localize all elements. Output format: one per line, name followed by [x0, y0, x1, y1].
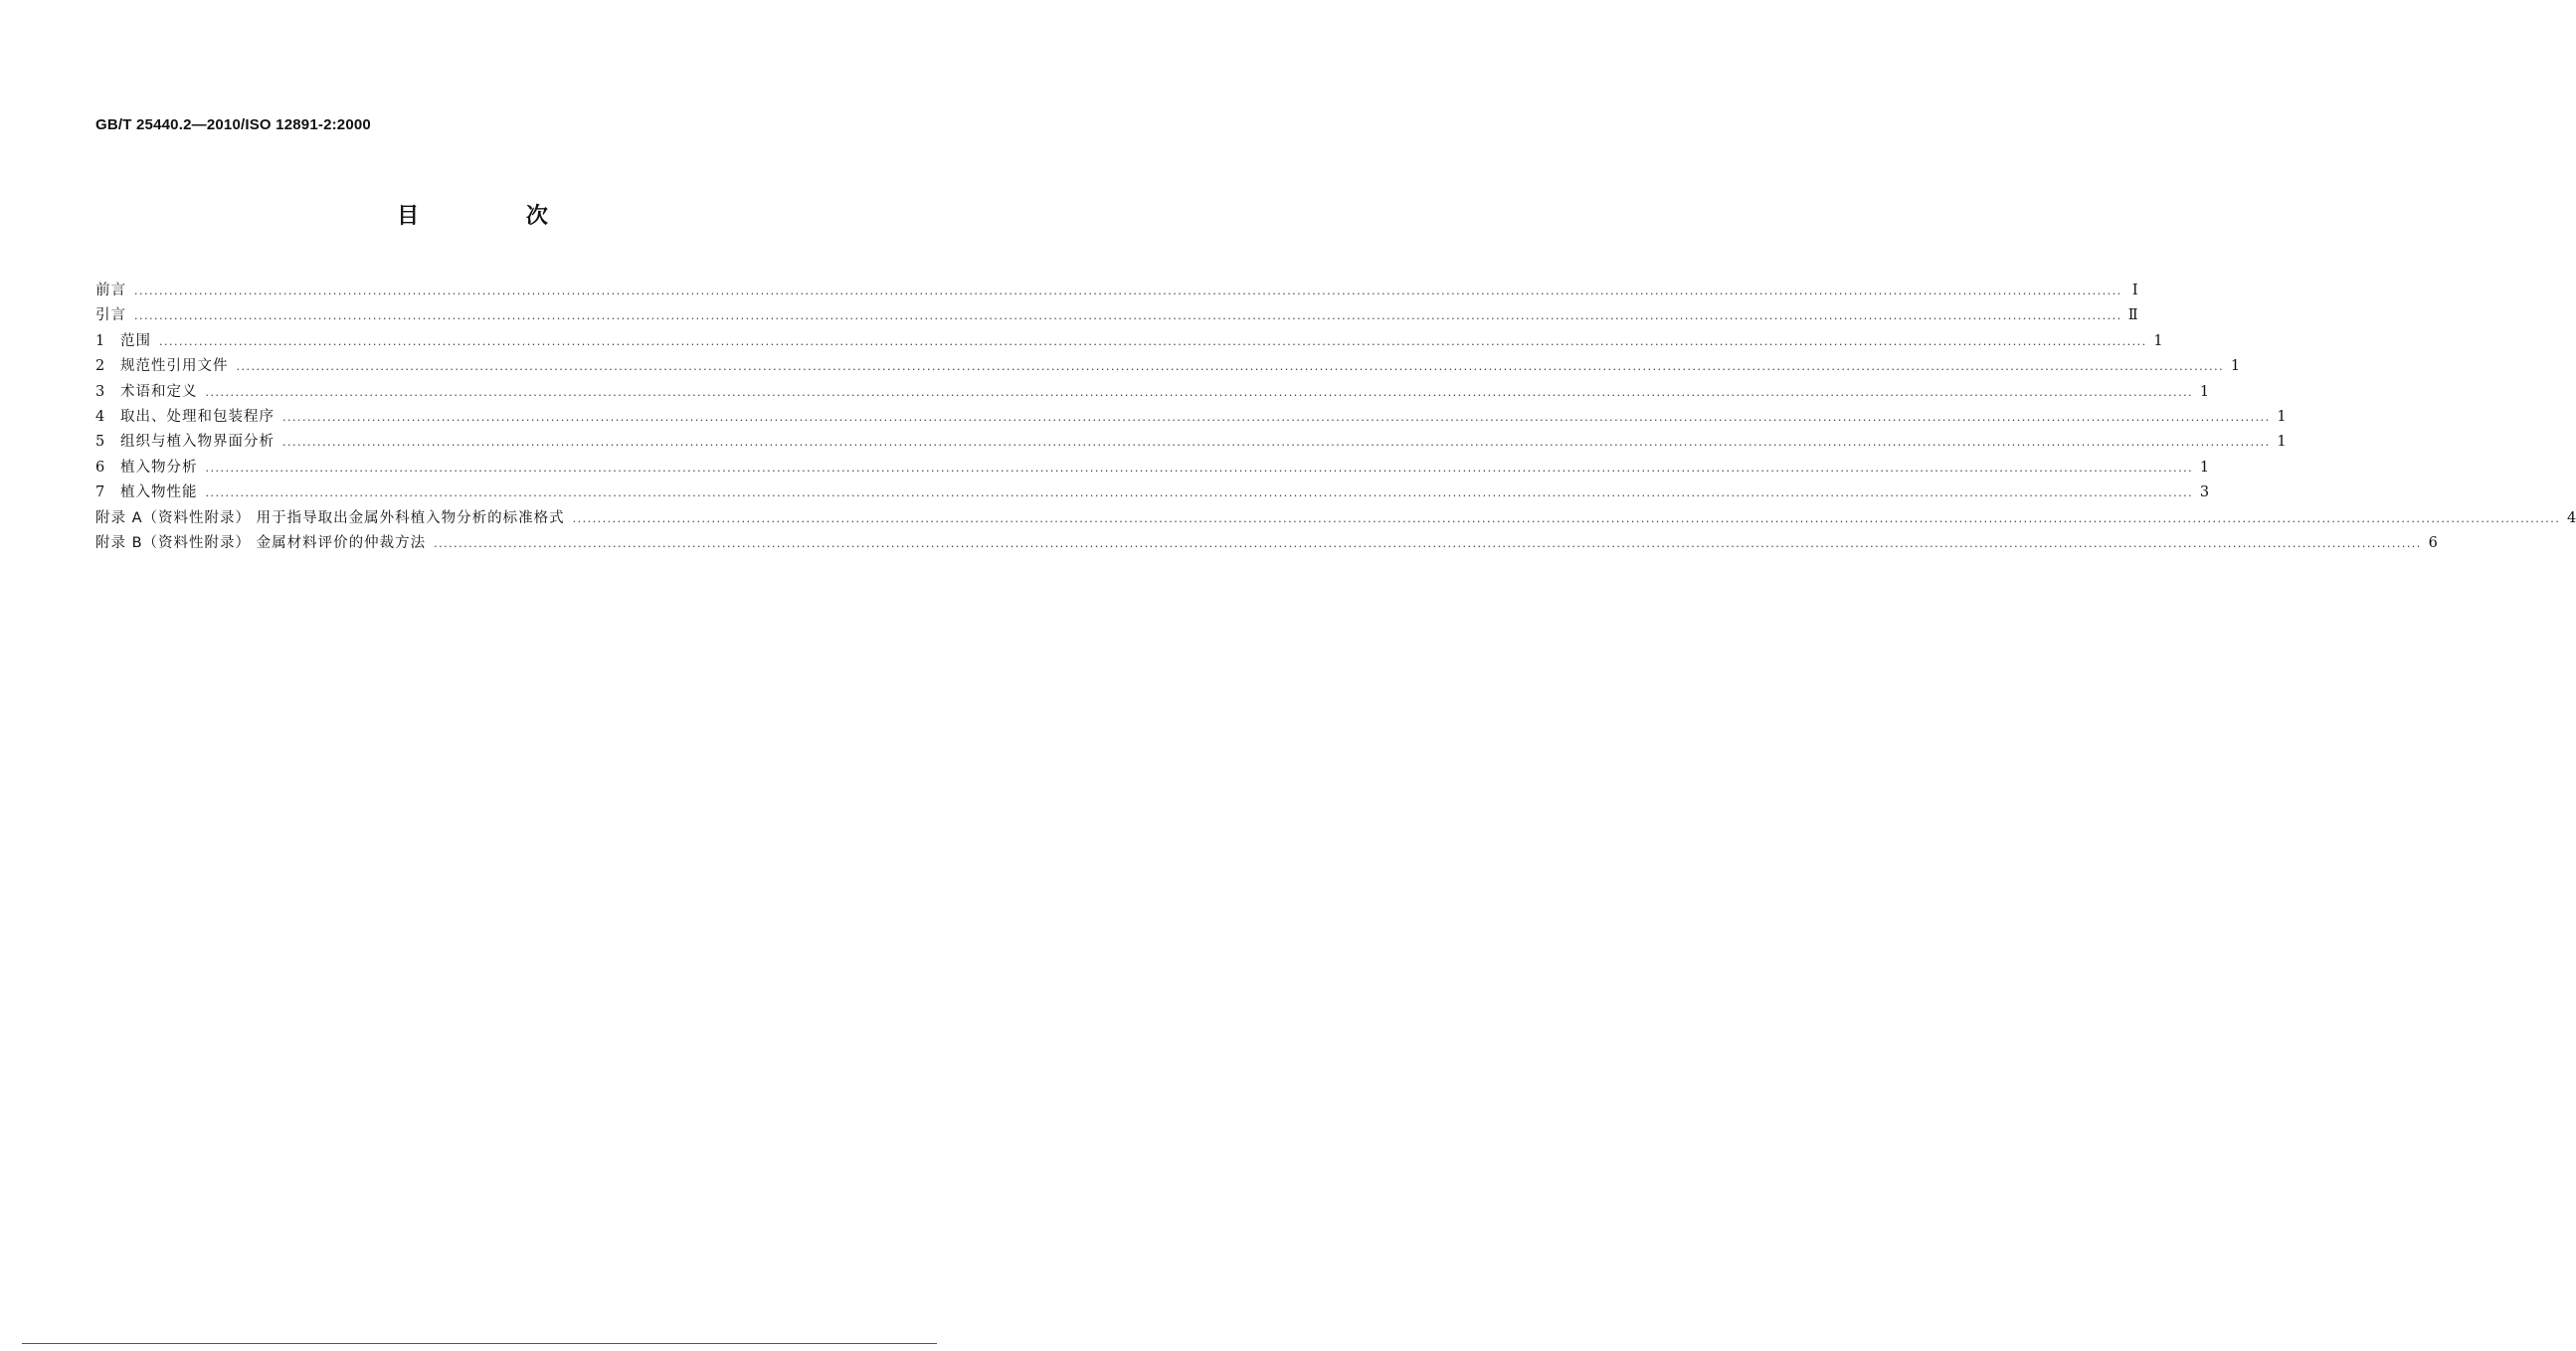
toc-entry-label: 植入物性能: [120, 484, 198, 501]
toc-entry-page: 1: [2277, 408, 2287, 425]
table-of-contents: [95, 279, 2576, 556]
toc-entry-label: 组织与植入物界面分析: [120, 434, 275, 451]
toc-entry-annex-b[interactable]: [95, 531, 2438, 556]
toc-entry-1[interactable]: [95, 329, 2163, 354]
toc-leader-dots: ................................................................................................................................................................................................................................................................................................................................................................................................................: [159, 334, 2147, 348]
toc-leader-dots: ................................................................................................................................................................................................................................................................................................................................................................................................................: [205, 461, 2194, 475]
toc-entry-page: 1: [2153, 332, 2163, 349]
toc-entry-page: 6: [2428, 534, 2438, 551]
toc-entry-label: 范围: [120, 332, 151, 349]
toc-leader-dots: ................................................................................................................................................................................................................................................................................................................................................................................................................: [282, 436, 2271, 450]
toc-entry-3[interactable]: [95, 380, 2210, 405]
toc-entry-label: 附录 B（资料性附录） 金属材料评价的仲裁方法: [95, 534, 427, 551]
toc-entry-label: 前言: [95, 283, 126, 298]
page-bottom-rule: [22, 1343, 937, 1344]
toc-entry-introduction[interactable]: [95, 303, 2138, 328]
toc-leader-dots: ................................................................................................................................................................................................................................................................................................................................................................................................................: [205, 486, 2194, 500]
toc-entry-label: 引言: [95, 307, 126, 324]
toc-entry-label: 附录 A（资料性附录） 用于指导取出金属外科植入物分析的标准格式: [95, 509, 565, 526]
toc-entry-page: Ⅰ: [2131, 283, 2138, 298]
toc-entry-number: 7: [95, 484, 105, 501]
toc-entry-page: 4: [2567, 509, 2576, 526]
toc-leader-dots: ................................................................................................................................................................................................................................................................................................................................................................................................................: [434, 536, 2422, 550]
toc-leader-dots: ................................................................................................................................................................................................................................................................................................................................................................................................................: [134, 309, 2122, 323]
toc-entry-label: 植入物分析: [120, 459, 198, 476]
toc-entry-label: 取出、处理和包装程序: [120, 408, 275, 425]
toc-leader-dots: ................................................................................................................................................................................................................................................................................................................................................................................................................: [572, 511, 2561, 525]
toc-entry-number: 4: [95, 408, 105, 425]
toc-entry-number: 2: [95, 358, 105, 375]
toc-entry-page: 1: [2199, 383, 2210, 400]
toc-entry-6[interactable]: [95, 456, 2210, 481]
toc-entry-5[interactable]: [95, 430, 2287, 455]
toc-entry-page: 3: [2199, 484, 2210, 501]
toc-entry-label: 规范性引用文件: [120, 358, 229, 375]
toc-entry-7[interactable]: [95, 481, 2210, 505]
toc-entry-label: 术语和定义: [120, 383, 198, 400]
toc-entry-number: 3: [95, 383, 105, 400]
toc-entry-page: 1: [2277, 434, 2287, 451]
toc-entry-2[interactable]: [95, 354, 2241, 379]
toc-entry-page: 1: [2199, 459, 2210, 476]
toc-leader-dots: ................................................................................................................................................................................................................................................................................................................................................................................................................: [282, 410, 2271, 424]
toc-leader-dots: ................................................................................................................................................................................................................................................................................................................................................................................................................: [205, 385, 2194, 399]
toc-title: 目 次: [397, 204, 598, 229]
toc-entry-number: 1: [95, 332, 105, 349]
toc-leader-dots: ................................................................................................................................................................................................................................................................................................................................................................................................................: [236, 360, 2225, 374]
toc-leader-dots: ................................................................................................................................................................................................................................................................................................................................................................................................................: [134, 285, 2122, 297]
standard-code: GB/T 25440.2—2010/ISO 12891-2:2000: [95, 116, 371, 133]
toc-entry-foreword[interactable]: [95, 279, 2138, 303]
toc-entry-annex-a[interactable]: [95, 506, 2576, 531]
toc-entry-number: 5: [95, 434, 105, 451]
toc-entry-4[interactable]: [95, 405, 2287, 430]
toc-entry-number: 6: [95, 459, 105, 476]
toc-entry-page: Ⅱ: [2127, 307, 2138, 324]
toc-entry-page: 1: [2230, 358, 2241, 375]
